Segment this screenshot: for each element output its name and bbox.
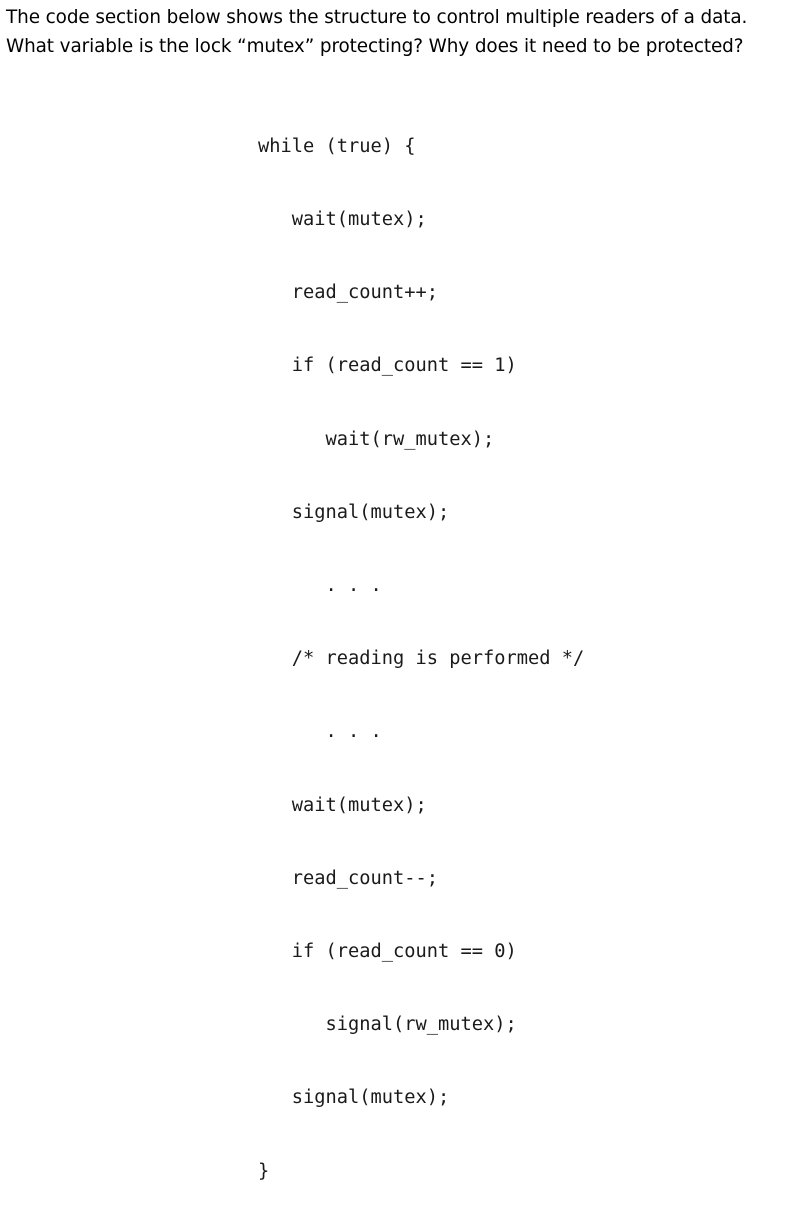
code-line: signal(mutex);	[258, 501, 450, 523]
code-line: if (read_count == 0)	[258, 941, 517, 963]
code-line: signal(mutex);	[258, 1087, 450, 1109]
code-line: while (true) {	[258, 135, 416, 157]
code-ellipsis: . . .	[258, 575, 382, 597]
question-line-2: What variable is the lock “mutex” protecting? Why does it need to be protected?	[6, 36, 744, 57]
code-block	[258, 86, 584, 1208]
code-line: read_count++;	[258, 282, 439, 304]
code-line: signal(rw_mutex);	[258, 1014, 517, 1036]
question-line-1: The code section below shows the structure to control multiple readers of a data.	[6, 7, 748, 28]
code-line: if (read_count == 1)	[258, 355, 517, 377]
code-line: read_count--;	[258, 867, 439, 889]
question-text	[6, 3, 806, 61]
code-line: wait(rw_mutex);	[258, 428, 495, 450]
code-line: }	[258, 1160, 270, 1182]
code-line: wait(mutex);	[258, 209, 427, 231]
code-comment: /* reading is performed */	[258, 648, 585, 670]
code-line: wait(mutex);	[258, 794, 427, 816]
code-ellipsis: . . .	[258, 721, 382, 743]
